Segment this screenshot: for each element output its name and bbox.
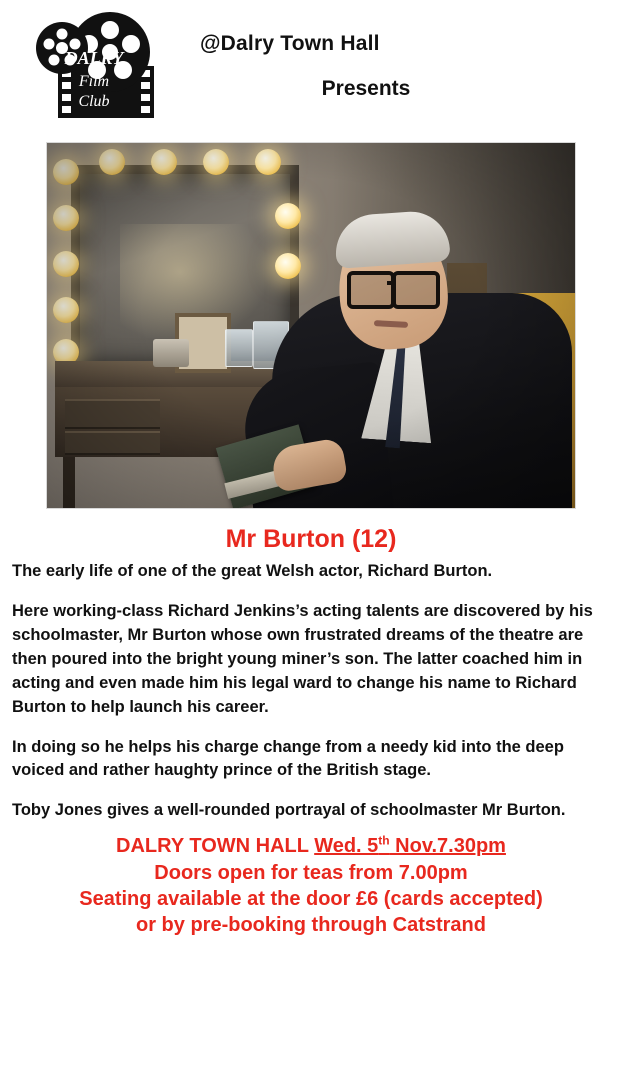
footer-seating-line: Seating available at the door £6 (cards accepted) — [79, 888, 543, 911]
presents-heading: Presents — [321, 77, 411, 101]
film-still-image — [46, 142, 576, 509]
synopsis-paragraph: Toby Jones gives a well-rounded portrayal of schoolmaster Mr Burton. — [12, 801, 566, 820]
synopsis-block — [0, 560, 622, 823]
synopsis-paragraph: Here working-class Richard Jenkins’s acting talents are discovered by his schoolmaster, Mr Burton whose own frustrated dreams of the theatre are then poured into the bright young miner’s son. The latter coached him in acting and even made him his legal ward to change his name to Richard Burton to help launch his career. — [12, 601, 593, 716]
header-text-block — [200, 8, 622, 101]
footer-doors-line: Doors open for teas from 7.00pm — [154, 861, 468, 884]
venue-heading: @Dalry Town Hall — [200, 32, 380, 55]
footer-date-ordinal: th — [378, 833, 390, 848]
footer-date-prefix: Wed. 5 — [314, 835, 379, 858]
synopsis-paragraph: In doing so he helps his charge change from a needy kid into the deep voiced and rather haughty prince of the British stage. — [12, 737, 564, 780]
logo-text-club: Club — [78, 93, 110, 110]
footer-date-suffix: Nov.7.30pm — [389, 835, 506, 858]
logo-text-film: Film — [78, 73, 110, 90]
film-reel-icon — [0, 8, 200, 123]
film-still-scene — [47, 143, 575, 508]
image-vignette — [47, 143, 575, 508]
logo-text-dalry: DALRY — [64, 48, 124, 68]
footer-date — [314, 835, 506, 857]
footer-venue: DALRY TOWN HALL — [116, 835, 309, 858]
film-title: Mr Burton (12) — [225, 525, 397, 553]
synopsis-paragraph: The early life of one of the great Welsh actor, Richard Burton. — [12, 562, 493, 580]
footer-booking-line: or by pre-booking through Catstrand — [136, 914, 486, 937]
poster-header — [0, 0, 622, 120]
screening-venue-date-line — [8, 833, 614, 859]
dalry-film-club-logo — [0, 8, 200, 123]
screening-details — [0, 829, 622, 949]
